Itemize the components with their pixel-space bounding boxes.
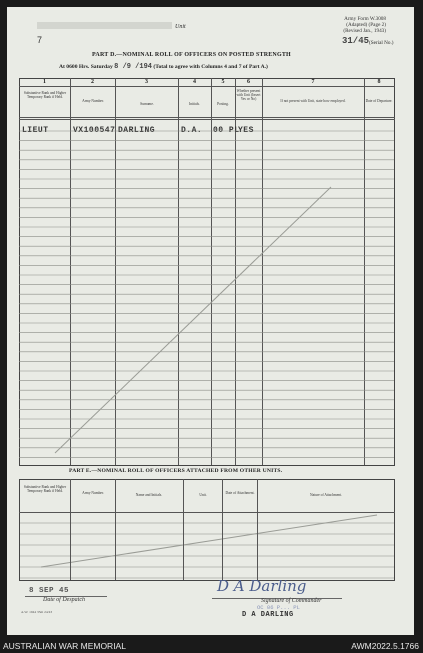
unit-label: Unit [175,24,186,30]
unit-stamp: OC 06 P... PL [257,604,300,611]
col-header-initials: Initials. [189,102,200,106]
row-rank: LIEUT [22,126,49,135]
army-form-reference: Army Form W.3008 (Adapted) (Page 2) (Revised Jan., 1943) [343,16,386,34]
col-header-rank: Substantive Rank and Higher Temporary Rank if Held. [23,91,67,100]
typed-commander-name: D A DARLING [242,611,294,619]
part-e-title: PART E.—NOMINAL ROLL OF OFFICERS ATTACHED FROM OTHER UNITS. [69,468,283,474]
col-header-army-number: Army Number. [82,99,104,103]
despatch-label: Date of Despatch [43,597,85,603]
col-number-5: 5 [221,79,225,85]
col-number-6: 6 [247,79,250,85]
signature-label: Signature of Commander [261,598,322,604]
row-surname: DARLING [118,126,156,135]
credit-left: AUSTRALIAN WAR MEMORIAL [3,641,126,651]
e-col-header-date: Date of Attachment. [225,491,255,495]
e-col-header-nature: Nature of Attachment. [309,493,343,497]
despatch-date: 8 SEP 45 [29,587,70,595]
col-number-2: 2 [91,79,94,85]
col-number-4: 4 [193,79,196,85]
row-posting: 00 PL [213,126,240,135]
col-header-surname: Surname. [140,102,154,106]
date-typed: 8 /9 /194 [114,63,152,71]
col-number-7: 7 [311,79,315,85]
col-header-present: Whether present with Unit (Insert Yes or No) [236,89,261,102]
row-initials: D.A. [181,126,203,135]
row-present: YES [238,126,254,135]
col-header-departure: Date of Departure. [365,99,393,103]
col-number-3: 3 [145,79,148,85]
e-col-header-unit: Unit. [199,493,207,497]
col-number-1: 1 [43,79,46,85]
e-col-header-name: Name and Initials. [135,493,163,497]
e-col-header-rank: Substantive Rank and Higher Temporary Rank if Held. [23,485,67,494]
form-page [7,7,414,635]
e-col-header-army-number: Army Number. [82,491,104,495]
print-code: A.W. 1944 35m 24/43 [21,610,53,614]
serial-label: (Serial No.) [369,40,394,46]
archive-credit-bar [0,639,423,653]
col-header-posting: Posting. [217,102,229,106]
serial-number-handwritten: 31/45 [342,36,370,46]
date-of-despatch-rule [25,596,107,597]
part-d-title: PART D.—NOMINAL ROLL OF OFFICERS ON POSTED STRENGTH [92,52,291,58]
commander-signature: D A Darling [217,577,307,595]
col-header-employed: If not present with Unit, state how employed. [280,99,346,103]
part-d-subtitle: At 0600 Hrs. Saturday 8 /9 /194 (Total to agree with Columns 4 and 7 of Part A.) [59,63,268,71]
col-number-8: 8 [377,79,381,85]
row-army-number: VX100547 [73,126,116,135]
credit-right: AWM2022.5.1766 [351,641,419,651]
corner-mark: 7 [37,35,43,45]
